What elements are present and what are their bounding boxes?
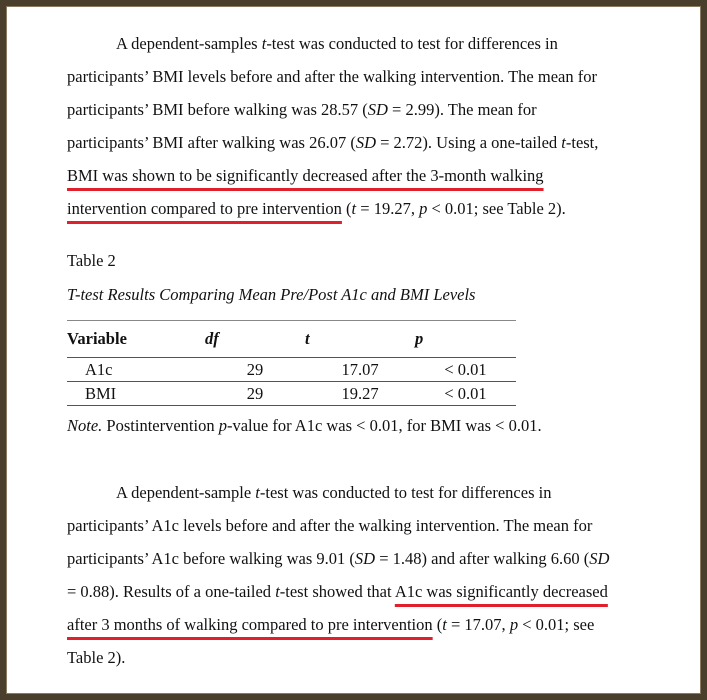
highlight-underline-a1c-2: after 3 months of walking compared to pre intervention [67,615,433,634]
table-row [67,358,516,382]
p1-line-5 [67,159,667,192]
table-header-row [67,321,516,358]
p2-line-6: Table 2). [67,648,126,667]
header-p: p [415,321,516,358]
p2-line-1: A dependent-sample t-test was conducted to test for differences in [116,483,552,502]
table-note: Note. Postintervention p-value for A1c was < 0.01, for BMI was < 0.01. [67,416,542,435]
p2-line-3: participants’ A1c before walking was 9.01 (SD = 1.48) and after walking 6.60 (SD [67,549,610,568]
table-title: T-test Results Comparing Mean Pre/Post A1c and BMI Levels [67,285,476,304]
cell-variable: BMI [67,382,205,406]
p2-line-2: participants’ A1c levels before and after the walking intervention. The mean for [67,516,593,535]
header-df: df [205,321,305,358]
cell-p: < 0.01 [415,358,516,382]
cell-df: 29 [205,358,305,382]
cell-t: 19.27 [305,382,415,406]
results-table [67,320,516,406]
highlight-underline-bmi-2: intervention compared to pre intervention [67,199,342,218]
p1-line-2: participants’ BMI levels before and after the walking intervention. The mean for [67,67,597,86]
p1-line-3: participants’ BMI before walking was 28.57 (SD = 2.99). The mean for [67,100,537,119]
table-label: Table 2 [67,251,116,270]
p1-line-6: intervention compared to pre intervention (t = 19.27, p < 0.01; see Table 2). [67,199,566,218]
cell-t: 17.07 [305,358,415,382]
p2-line-5: after 3 months of walking compared to pre intervention (t = 17.07, p < 0.01; see [67,615,595,634]
p2-line-4: = 0.88). Results of a one-tailed t-test showed that A1c was significantly decreased [67,582,608,601]
p1-line-1: A dependent-samples t-test was conducted to test for differences in [116,34,558,53]
header-variable: Variable [67,321,205,358]
cell-variable: A1c [67,358,205,382]
highlight-underline-bmi-1: BMI was shown to be significantly decreased after the 3-month walking [67,166,544,185]
highlight-underline-a1c-1: A1c was significantly decreased [394,582,608,601]
paragraph-bmi [67,27,667,225]
p1-line-4: participants’ BMI after walking was 26.07 (SD = 2.72). Using a one-tailed t-test, [67,133,599,152]
header-t: t [305,321,415,358]
cell-p: < 0.01 [415,382,516,406]
cell-df: 29 [205,382,305,406]
paragraph-a1c [67,476,667,674]
table-row [67,382,516,406]
